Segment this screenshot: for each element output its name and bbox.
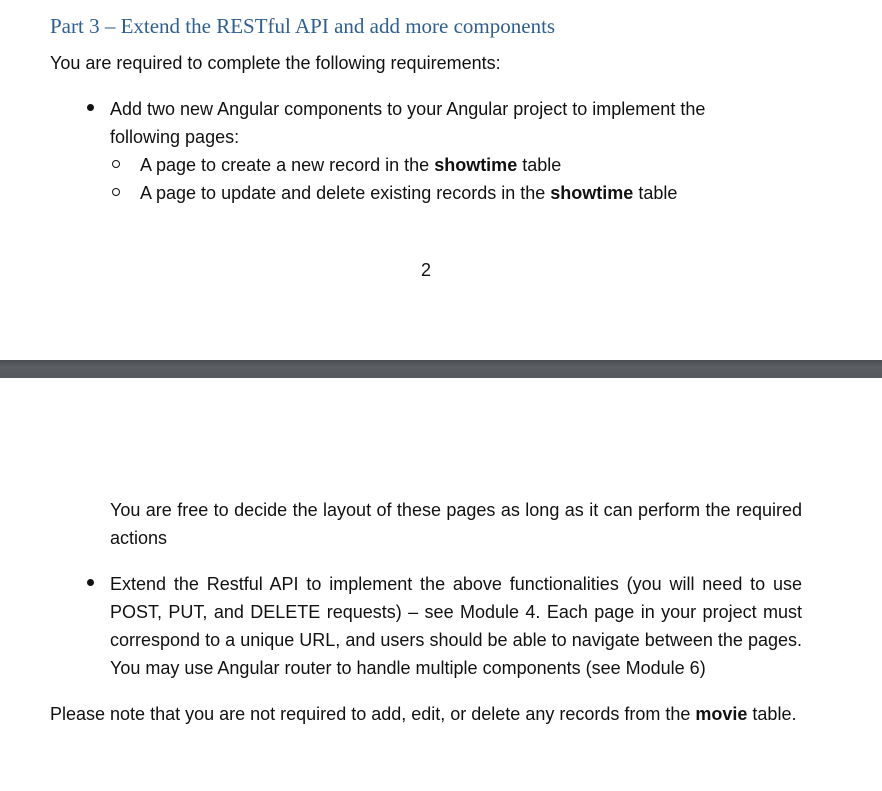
document-page-1 — [0, 0, 882, 360]
bullet-1-line-2: following pages: — [110, 127, 240, 147]
bullet-dot — [87, 579, 94, 586]
bullet-1-line-1: Add two new Angular components to your Angular project to implement the — [110, 99, 706, 119]
bullet-dot — [87, 104, 94, 111]
bullet-2-line-4: You may use Angular router to handle multiple components (see Module 6) — [110, 658, 706, 678]
bullet-2-line-1: Extend the Restful API to implement the above functionalities (you will need to use — [110, 574, 802, 594]
section-heading: Part 3 – Extend the RESTful API and add more components — [50, 14, 556, 38]
sub-bullet-circle — [112, 160, 120, 168]
closing-note: Please note that you are not required to add, edit, or delete any records from the movie table. — [50, 704, 797, 724]
sub-item-update-delete-page: A page to update and delete existing records in the showtime table — [140, 183, 678, 203]
sub-bullet-circle — [112, 188, 120, 196]
continuation-line-1: You are free to decide the layout of these pages as long as it can perform the required — [110, 500, 802, 520]
sub-item-create-page: A page to create a new record in the showtime table — [140, 155, 562, 175]
page-number: 2 — [420, 260, 431, 280]
intro-text: You are required to complete the following requirements: — [50, 53, 501, 73]
bullet-2-line-3: correspond to a unique URL, and users should be able to navigate between the pages. — [110, 630, 802, 650]
continuation-line-2: actions — [110, 528, 168, 548]
page-separator — [0, 360, 882, 378]
bullet-2-line-2: POST, PUT, and DELETE requests) – see Module 4. Each page in your project must — [110, 602, 802, 622]
document-page-2 — [0, 378, 882, 791]
